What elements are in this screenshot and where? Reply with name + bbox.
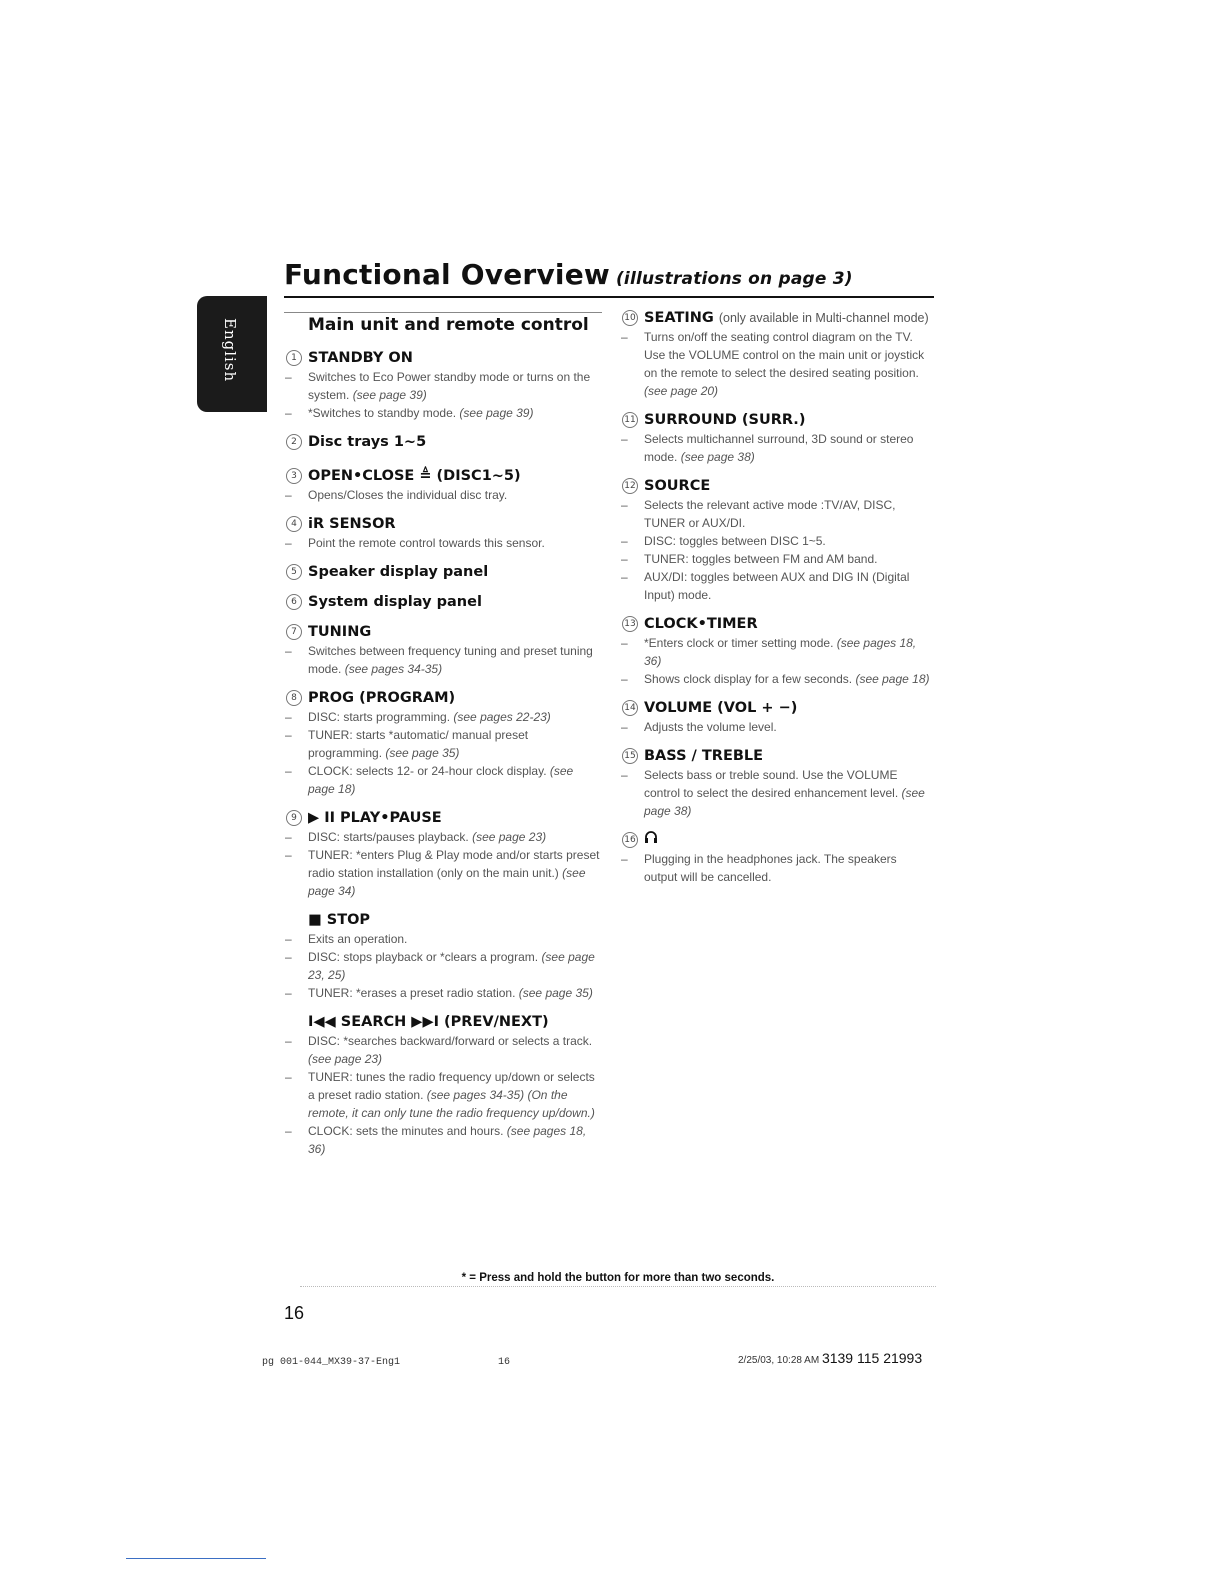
control-item-surround <box>620 410 932 466</box>
page-subtitle: (illustrations on page 3) <box>615 269 853 289</box>
desc-text: Switches between frequency tuning and preset tuning mode. <box>308 644 593 676</box>
page-ref: (see pages 34-35) <box>344 662 443 676</box>
item-title <box>284 910 602 930</box>
desc-text: TUNER: toggles between FM and AM band. <box>644 552 878 566</box>
item-desc <box>620 550 932 568</box>
item-desc <box>284 708 602 726</box>
print-file-info: pg 001-044_MX39-37-Eng1 <box>262 1357 401 1368</box>
item-label: OPEN•CLOSE ≜ (DISC1~5) <box>308 468 521 484</box>
desc-text: Opens/Closes the individual disc tray. <box>308 488 508 502</box>
item-label: Speaker display panel <box>308 564 489 580</box>
item-title <box>620 308 932 328</box>
item-note: (only available in Multi-channel mode) <box>718 311 929 325</box>
item-label: Disc trays 1~5 <box>308 434 427 450</box>
control-item-source <box>620 476 932 604</box>
item-desc <box>284 1032 602 1068</box>
section-heading <box>284 312 602 348</box>
item-desc <box>284 726 602 762</box>
item-desc <box>284 534 602 552</box>
item-desc <box>620 496 932 532</box>
item-desc <box>620 430 932 466</box>
item-number: 10 <box>622 310 638 326</box>
desc-text: TUNER: starts *automatic/ manual preset programming. <box>308 728 529 760</box>
item-number: 4 <box>286 516 302 532</box>
desc-text: CLOCK: selects 12- or 24-hour clock display. <box>308 764 547 778</box>
control-item-stop <box>284 910 602 1002</box>
desc-text: DISC: starts programming. <box>308 710 451 724</box>
control-item-headphones <box>620 830 932 886</box>
page-ref: (see page 34) <box>308 866 586 898</box>
item-label: SOURCE <box>644 478 711 494</box>
right-column <box>620 308 932 886</box>
desc-text: DISC: starts/pauses playback. <box>308 830 469 844</box>
page-ref: (see page 35) <box>385 746 460 760</box>
item-desc <box>620 766 932 820</box>
page-ref: (see page 23, 25) <box>308 950 595 982</box>
item-desc <box>620 850 932 886</box>
control-item-tuning <box>284 622 602 678</box>
desc-text: Plugging in the headphones jack. The speakers output will be cancelled. <box>644 852 897 884</box>
item-desc <box>620 568 932 604</box>
left-column <box>284 312 602 1158</box>
page-ref: (see page 39) <box>352 388 427 402</box>
item-label: SEATING <box>644 310 714 326</box>
item-title <box>284 514 602 534</box>
item-title <box>620 698 932 718</box>
headphones-icon <box>644 832 658 848</box>
item-title <box>620 746 932 766</box>
item-label: VOLUME (VOL + −) <box>644 700 798 716</box>
control-item-speaker-display <box>284 562 602 582</box>
page-ref: (see pages 18, 36) <box>308 1124 587 1156</box>
item-desc <box>284 642 602 678</box>
item-desc <box>284 1068 602 1122</box>
desc-text: Selects the relevant active mode :TV/AV, DISC, TUNER or AUX/DI. <box>644 498 896 530</box>
desc-text: DISC: toggles between DISC 1~5. <box>644 534 826 548</box>
item-title <box>284 466 602 486</box>
control-item-seating <box>620 308 932 400</box>
page-ref: (see page 18) <box>308 764 574 796</box>
language-label: English <box>221 318 239 383</box>
item-label: TUNING <box>308 624 372 640</box>
desc-text: Selects multichannel surround, 3D sound or stereo mode. <box>644 432 914 464</box>
item-title <box>620 410 932 430</box>
item-desc <box>284 368 602 404</box>
item-label: ▶ II PLAY•PAUSE <box>308 810 442 826</box>
desc-text: AUX/DI: toggles between AUX and DIG IN (Digital Input) mode. <box>644 570 910 602</box>
item-label: I◀◀ SEARCH ▶▶I (PREV/NEXT) <box>308 1014 549 1030</box>
control-item-clock-timer <box>620 614 932 688</box>
desc-text: Shows clock display for a few seconds. <box>644 672 853 686</box>
divider-line <box>126 1558 266 1559</box>
item-title <box>284 688 602 708</box>
item-desc <box>284 984 602 1002</box>
control-item-play-pause <box>284 808 602 900</box>
desc-text: Exits an operation. <box>308 932 408 946</box>
item-label: iR SENSOR <box>308 516 396 532</box>
desc-text: CLOCK: sets the minutes and hours. <box>308 1124 504 1138</box>
page-ref: (see page 38) <box>644 786 925 818</box>
item-title <box>284 808 602 828</box>
page-ref: (see pages 22-23) <box>453 710 551 724</box>
desc-text: Selects bass or treble sound. Use the VOLUME control to select the desired enhancement level. <box>644 768 899 800</box>
item-title <box>620 830 932 850</box>
desc-text: *Switches to standby mode. <box>308 406 457 420</box>
item-desc <box>284 762 602 798</box>
desc-text: DISC: *searches backward/forward or selects a track. <box>308 1034 593 1048</box>
item-title <box>284 348 602 368</box>
item-desc <box>620 670 932 688</box>
item-number: 2 <box>286 434 302 450</box>
print-date: 2/25/03, 10:28 AM <box>738 1355 820 1366</box>
item-label: PROG (PROGRAM) <box>308 690 456 706</box>
item-title <box>284 1012 602 1032</box>
control-item-program <box>284 688 602 798</box>
control-item-system-display <box>284 592 602 612</box>
page-ref: (see pages 18, 36) <box>644 636 917 668</box>
item-number: 16 <box>622 832 638 848</box>
page-ref: (see pages 34-35) (On the remote, it can only tune the radio frequency up/down.) <box>308 1088 595 1120</box>
item-label: System display panel <box>308 594 482 610</box>
item-title <box>620 476 932 496</box>
print-page-info: 16 <box>498 1357 511 1368</box>
page-ref: (see page 23) <box>472 830 547 844</box>
control-item-search <box>284 1012 602 1158</box>
page-ref: (see page 18) <box>855 672 930 686</box>
desc-text: Adjusts the volume level. <box>644 720 777 734</box>
desc-text: Point the remote control towards this sensor. <box>308 536 545 550</box>
item-desc <box>620 718 932 736</box>
language-tab <box>197 296 267 412</box>
page-ref: (see page 20) <box>644 384 719 398</box>
item-desc <box>284 486 602 504</box>
desc-text: DISC: stops playback or *clears a program. <box>308 950 539 964</box>
control-item-open-close <box>284 466 602 504</box>
item-number: 7 <box>286 624 302 640</box>
item-label: STANDBY ON <box>308 350 413 366</box>
item-desc <box>620 532 932 550</box>
page-ref: (see page 23) <box>308 1052 383 1066</box>
item-desc <box>284 828 602 846</box>
item-number: 6 <box>286 594 302 610</box>
item-number: 11 <box>622 412 638 428</box>
page-header <box>284 258 934 298</box>
footnote: * = Press and hold the button for more than two seconds. <box>300 1272 936 1287</box>
desc-text: Switches to Eco Power standby mode or turns on the system. <box>308 370 591 402</box>
item-title <box>284 622 602 642</box>
desc-text: TUNER: *enters Plug & Play mode and/or starts preset radio station installation (only on the main unit.) <box>308 848 600 880</box>
print-code: 3139 115 21993 <box>821 1350 923 1366</box>
page-number: 16 <box>284 1303 305 1323</box>
item-title <box>620 614 932 634</box>
item-desc <box>284 930 602 948</box>
item-number: 8 <box>286 690 302 706</box>
item-number: 5 <box>286 564 302 580</box>
desc-text: Turns on/off the seating control diagram on the TV. Use the VOLUME control on the main unit or joystick on the remote to select the desired seating position. <box>644 330 925 380</box>
item-desc <box>284 1122 602 1158</box>
item-number: 14 <box>622 700 638 716</box>
desc-text: TUNER: tunes the radio frequency up/down or selects a preset radio station. <box>308 1070 595 1102</box>
item-title <box>284 562 602 582</box>
item-number: 1 <box>286 350 302 366</box>
page-ref: (see page 35) <box>518 986 593 1000</box>
item-label: CLOCK•TIMER <box>644 616 758 632</box>
item-number: 3 <box>286 468 302 484</box>
control-item-ir-sensor <box>284 514 602 552</box>
page-ref: (see page 38) <box>680 450 755 464</box>
section-title: Main unit and remote control <box>308 315 589 335</box>
item-desc <box>284 846 602 900</box>
item-number: 13 <box>622 616 638 632</box>
desc-text: TUNER: *erases a preset radio station. <box>308 986 516 1000</box>
item-label: SURROUND (SURR.) <box>644 412 806 428</box>
title-text: Functional Overview <box>284 258 610 291</box>
desc-text: *Enters clock or timer setting mode. <box>644 636 834 650</box>
item-title <box>284 432 602 452</box>
item-title <box>284 592 602 612</box>
control-item-disc-trays <box>284 432 602 452</box>
item-label: ■ STOP <box>308 912 371 928</box>
control-item-bass-treble <box>620 746 932 820</box>
item-number: 15 <box>622 748 638 764</box>
control-item-standby <box>284 348 602 422</box>
control-item-volume <box>620 698 932 736</box>
page-title <box>284 258 853 291</box>
item-desc <box>620 328 932 400</box>
item-number: 12 <box>622 478 638 494</box>
item-label: BASS / TREBLE <box>644 748 764 764</box>
item-desc <box>620 634 932 670</box>
page-ref: (see page 39) <box>459 406 534 420</box>
item-number: 9 <box>286 810 302 826</box>
print-date-code <box>738 1350 922 1366</box>
item-desc <box>284 404 602 422</box>
item-desc <box>284 948 602 984</box>
